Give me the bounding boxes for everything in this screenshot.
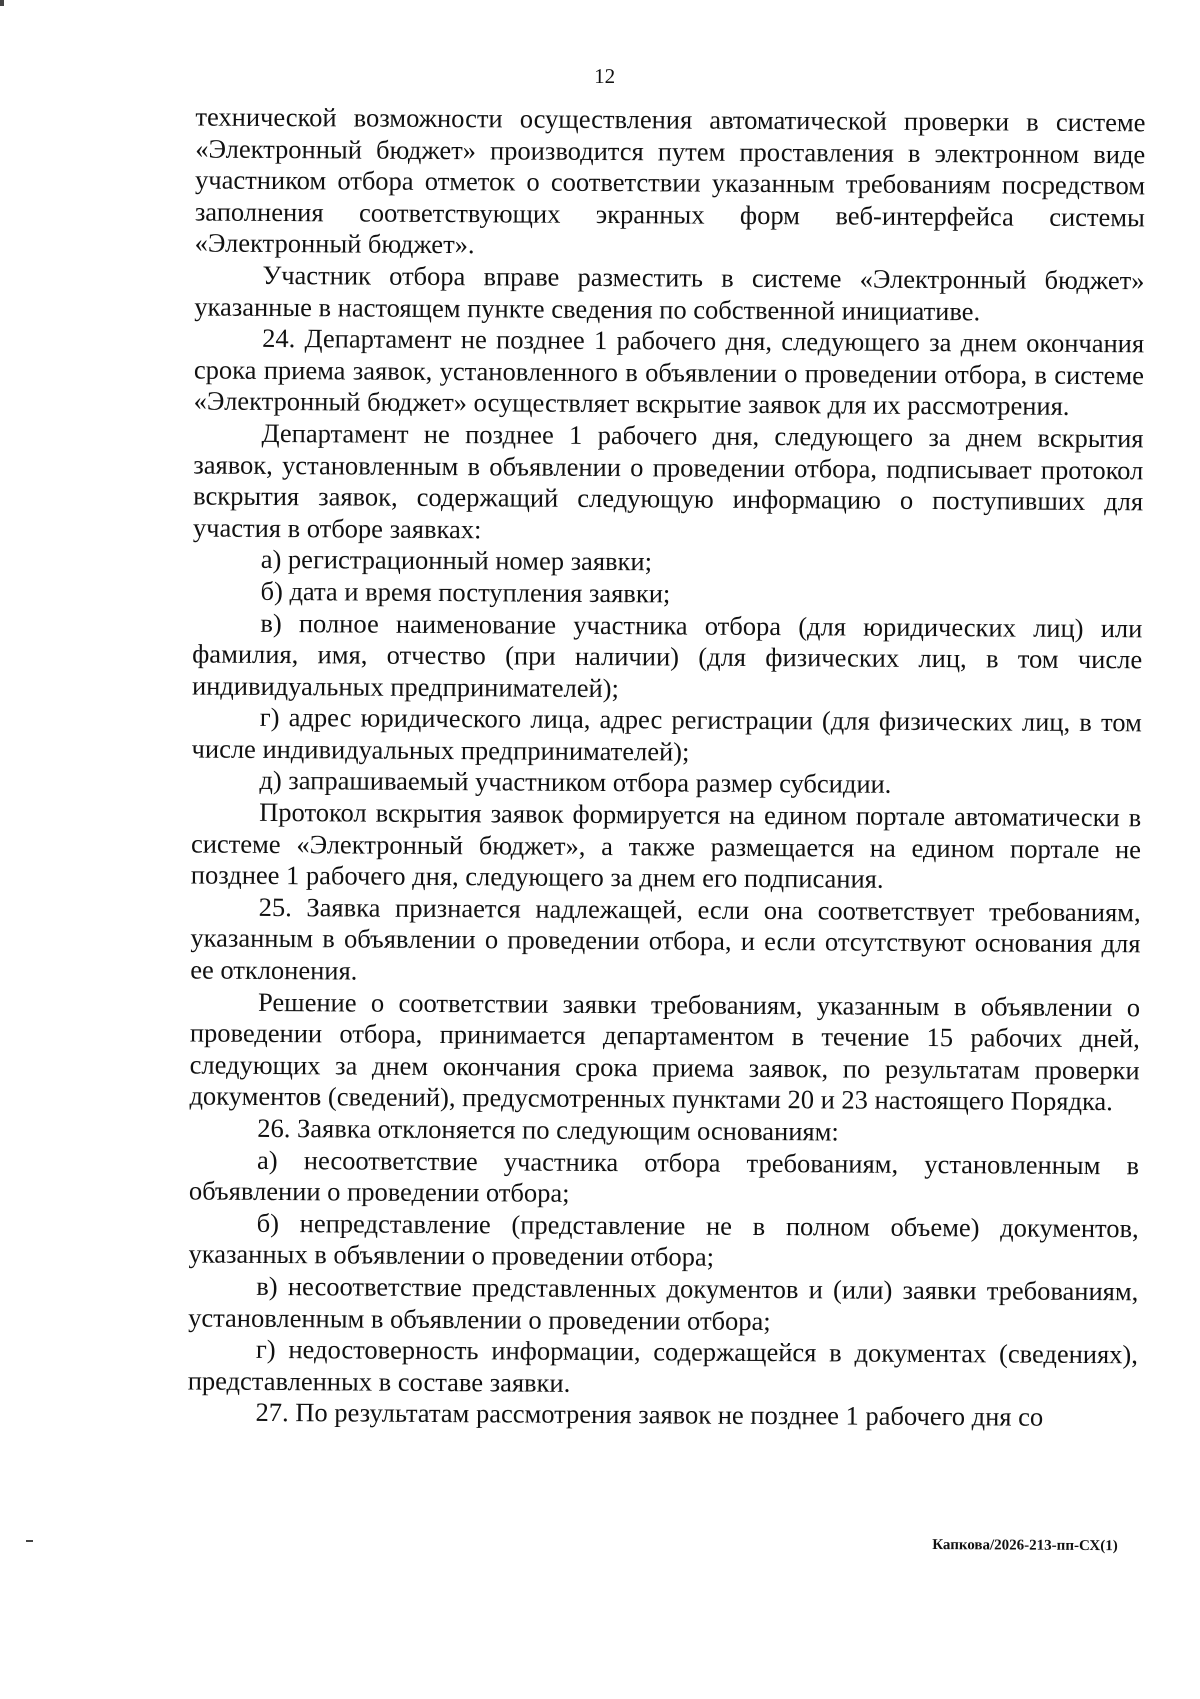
paragraph: г) адрес юридического лица, адрес регистрации (для физических лиц, в том числе индивидуальных предпринимателей); bbox=[191, 702, 1142, 767]
paragraph: 27. По результатам рассмотрения заявок не позднее 1 рабочего дня со bbox=[255, 1397, 1044, 1433]
scan-artifact-mark bbox=[0, 0, 4, 6]
paragraph: Участник отбора вправе разместить в системе «Электронный бюджет» указанные в настоящем пункте сведения по собственной инициативе. bbox=[194, 259, 1145, 326]
paragraph: в) полное наименование участника отбора (для юридических лиц) или фамилия, имя, отчество (при наличии) (для физических лиц, в том числе индивидуальных предпринимателей); bbox=[191, 607, 1143, 703]
document-footer-code: Капкова/2026-213-пп-СХ(1) bbox=[932, 1537, 1118, 1555]
paragraph: Протокол вскрытия заявок формируется на едином портале автоматически в системе «Электронный бюджет», а также размещается на едином портале не позднее 1 рабочего дня, следующего за днем его подписания. bbox=[190, 796, 1142, 894]
paragraph: б) непредставление (представление не в полном объеме) документов, указанных в объявлении о проведении отбора; bbox=[188, 1207, 1139, 1273]
paragraph: 26. Заявка отклоняется по следующим основаниям: bbox=[257, 1112, 839, 1147]
paragraph: в) несоответствие представленных документов и (или) заявки требованиям, установленным в объявлении о проведении отбора; bbox=[188, 1270, 1139, 1336]
page-number: 12 bbox=[594, 63, 616, 89]
paragraph: Департамент не позднее 1 рабочего дня, следующего за днем вскрытия заявок, установленным в объявлении о проведении отбора, подписывает протокол вскрытия заявок, содержащий следующую информацию о поступивших для участия в отборе заявках: bbox=[192, 417, 1144, 544]
paragraph: б) дата и время поступления заявки; bbox=[260, 575, 671, 609]
paragraph: а) несоответствие участника отбора требованиям, установленным в объявлении о проведении отбора; bbox=[188, 1144, 1140, 1209]
paragraph: 25. Заявка признается надлежащей, если она соответствует требованиям, указанным в объявлении о проведении отбора, и если отсутствуют основания для ее отклонения. bbox=[190, 891, 1141, 986]
document-body bbox=[187, 102, 1145, 1435]
paragraph: технической возможности осуществления автоматической проверки в системе «Электронный бюджет» производится путем проставления в электронном виде участником отбора отметок о соответствии указанным требованиям посредством заполнения соответствующих экранных форм веб-интерфейса системы «Электронный бюджет». bbox=[194, 101, 1146, 260]
paragraph: Решение о соответствии заявки требованиям, указанным в объявлении о проведении отбора, принимается департаментом в течение 15 рабочих дней, следующих за днем окончания срока приема заявок, по результатам проверки документов (сведений), предусмотренных пунктами 20 и 23 настоящего Порядка. bbox=[189, 986, 1141, 1117]
paragraph: 24. Департамент не позднее 1 рабочего дня, следующего за днем окончания срока приема заявок, установленного в объявлении о проведении отбора, в системе «Электронный бюджет» осуществляет вскрытие заявок для их рассмотрения. bbox=[193, 323, 1145, 422]
scan-artifact-mark bbox=[26, 1540, 33, 1542]
paragraph: г) недостоверность информации, содержащейся в документах (сведениях), представленных в составе заявки. bbox=[187, 1334, 1139, 1398]
paragraph: д) запрашиваемый участником отбора размер субсидии. bbox=[259, 765, 892, 800]
paragraph: а) регистрационный номер заявки; bbox=[260, 544, 653, 577]
